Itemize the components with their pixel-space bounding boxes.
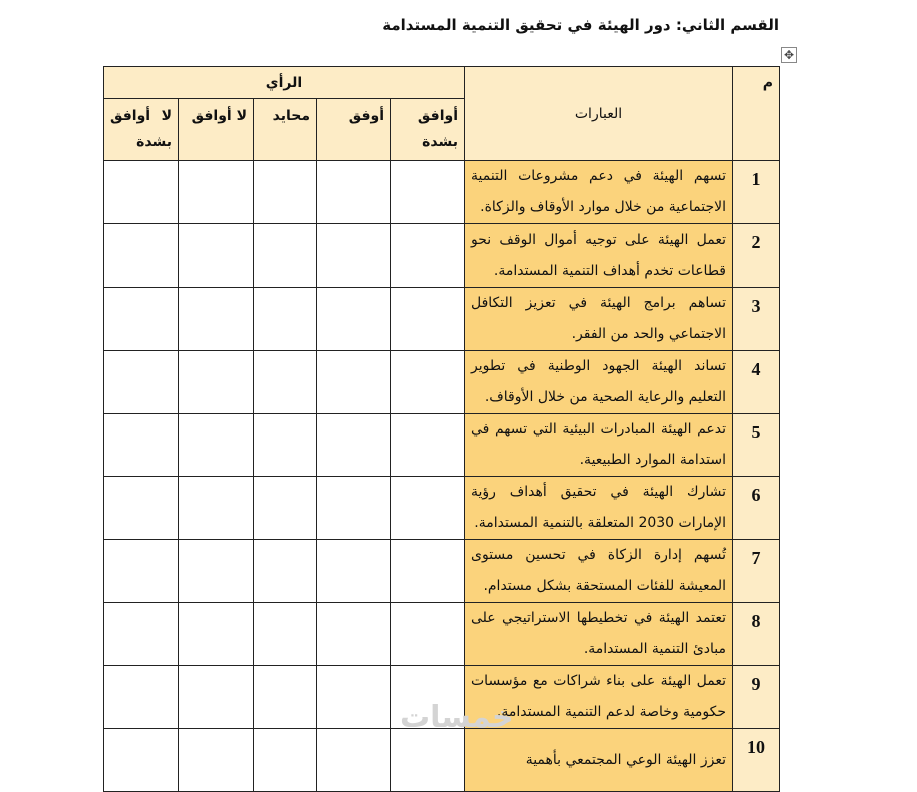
row-number: 5 — [733, 414, 780, 477]
scale-header: أوفق — [317, 99, 391, 161]
response-cell-0[interactable] — [391, 224, 465, 288]
response-cell-4[interactable] — [104, 414, 179, 477]
response-cell-4[interactable] — [104, 224, 179, 288]
statement-text: تعتمد الهيئة في تخطيطها الاستراتيجي على مبادئ التنمية المستدامة. — [465, 603, 733, 666]
scale-header: لا أوافق — [179, 99, 254, 161]
table-row — [104, 477, 780, 540]
response-cell-0[interactable] — [391, 729, 465, 792]
response-cell-4[interactable] — [104, 729, 179, 792]
response-cell-0[interactable] — [391, 288, 465, 351]
table-row — [104, 288, 780, 351]
response-cell-3[interactable] — [179, 729, 254, 792]
scale-header: أوافق بشدة — [391, 99, 465, 161]
row-number: 8 — [733, 603, 780, 666]
response-cell-1[interactable] — [317, 729, 391, 792]
row-number: 10 — [733, 729, 780, 792]
response-cell-4[interactable] — [104, 540, 179, 603]
response-cell-2[interactable] — [254, 351, 317, 414]
response-cell-2[interactable] — [254, 414, 317, 477]
statement-text: تعمل الهيئة على توجيه أموال الوقف نحو قطاعات تخدم أهداف التنمية المستدامة. — [465, 224, 733, 288]
table-move-handle-icon[interactable]: ✥ — [781, 47, 797, 63]
table-row — [104, 729, 780, 792]
response-cell-0[interactable] — [391, 666, 465, 729]
response-cell-3[interactable] — [179, 603, 254, 666]
response-cell-1[interactable] — [317, 288, 391, 351]
statement-text: تدعم الهيئة المبادرات البيئية التي تسهم في استدامة الموارد الطبيعية. — [465, 414, 733, 477]
response-cell-2[interactable] — [254, 161, 317, 224]
statement-text: تسهم الهيئة في دعم مشروعات التنمية الاجتماعية من خلال موارد الأوقاف والزكاة. — [465, 161, 733, 224]
response-cell-0[interactable] — [391, 351, 465, 414]
response-cell-1[interactable] — [317, 540, 391, 603]
response-cell-2[interactable] — [254, 666, 317, 729]
scale-header: لا أوافق بشدة — [104, 99, 179, 161]
response-cell-4[interactable] — [104, 477, 179, 540]
response-cell-4[interactable] — [104, 603, 179, 666]
header-number: م — [733, 67, 780, 161]
row-number: 9 — [733, 666, 780, 729]
survey-table — [103, 66, 780, 792]
header-statements: العبارات — [465, 67, 733, 161]
response-cell-4[interactable] — [104, 351, 179, 414]
response-cell-0[interactable] — [391, 161, 465, 224]
section-title: القسم الثاني: دور الهيئة في تحقيق التنمية المستدامة — [382, 16, 779, 34]
statement-text: تُسهم إدارة الزكاة في تحسين مستوى المعيشة للفئات المستحقة بشكل مستدام. — [465, 540, 733, 603]
statement-text: تعزز الهيئة الوعي المجتمعي بأهمية — [465, 729, 733, 792]
table-row — [104, 540, 780, 603]
response-cell-4[interactable] — [104, 666, 179, 729]
row-number: 6 — [733, 477, 780, 540]
response-cell-3[interactable] — [179, 161, 254, 224]
response-cell-1[interactable] — [317, 603, 391, 666]
response-cell-3[interactable] — [179, 477, 254, 540]
response-cell-1[interactable] — [317, 666, 391, 729]
table-row — [104, 161, 780, 224]
row-number: 4 — [733, 351, 780, 414]
response-cell-3[interactable] — [179, 224, 254, 288]
response-cell-0[interactable] — [391, 414, 465, 477]
response-cell-3[interactable] — [179, 540, 254, 603]
statement-text: تشارك الهيئة في تحقيق أهداف رؤية الإمارات 2030 المتعلقة بالتنمية المستدامة. — [465, 477, 733, 540]
statement-text: تعمل الهيئة على بناء شراكات مع مؤسسات حكومية وخاصة لدعم التنمية المستدامة. — [465, 666, 733, 729]
response-cell-1[interactable] — [317, 414, 391, 477]
response-cell-2[interactable] — [254, 288, 317, 351]
header-opinion: الرأي — [104, 67, 465, 99]
row-number: 7 — [733, 540, 780, 603]
response-cell-3[interactable] — [179, 288, 254, 351]
response-cell-3[interactable] — [179, 351, 254, 414]
statement-text: تساند الهيئة الجهود الوطنية في تطوير التعليم والرعاية الصحية من خلال الأوقاف. — [465, 351, 733, 414]
response-cell-1[interactable] — [317, 351, 391, 414]
response-cell-0[interactable] — [391, 603, 465, 666]
response-cell-3[interactable] — [179, 414, 254, 477]
row-number: 1 — [733, 161, 780, 224]
row-number: 3 — [733, 288, 780, 351]
table-row — [104, 351, 780, 414]
response-cell-2[interactable] — [254, 477, 317, 540]
response-cell-1[interactable] — [317, 477, 391, 540]
response-cell-3[interactable] — [179, 666, 254, 729]
table-row — [104, 666, 780, 729]
response-cell-1[interactable] — [317, 161, 391, 224]
response-cell-2[interactable] — [254, 603, 317, 666]
table-row — [104, 224, 780, 288]
response-cell-2[interactable] — [254, 540, 317, 603]
response-cell-4[interactable] — [104, 288, 179, 351]
table-row — [104, 603, 780, 666]
statement-text: تساهم برامج الهيئة في تعزيز التكافل الاجتماعي والحد من الفقر. — [465, 288, 733, 351]
response-cell-0[interactable] — [391, 477, 465, 540]
row-number: 2 — [733, 224, 780, 288]
table-row — [104, 414, 780, 477]
response-cell-0[interactable] — [391, 540, 465, 603]
response-cell-4[interactable] — [104, 161, 179, 224]
scale-header: محايد — [254, 99, 317, 161]
watermark-logo: خمسات — [400, 700, 514, 735]
response-cell-2[interactable] — [254, 729, 317, 792]
response-cell-2[interactable] — [254, 224, 317, 288]
response-cell-1[interactable] — [317, 224, 391, 288]
